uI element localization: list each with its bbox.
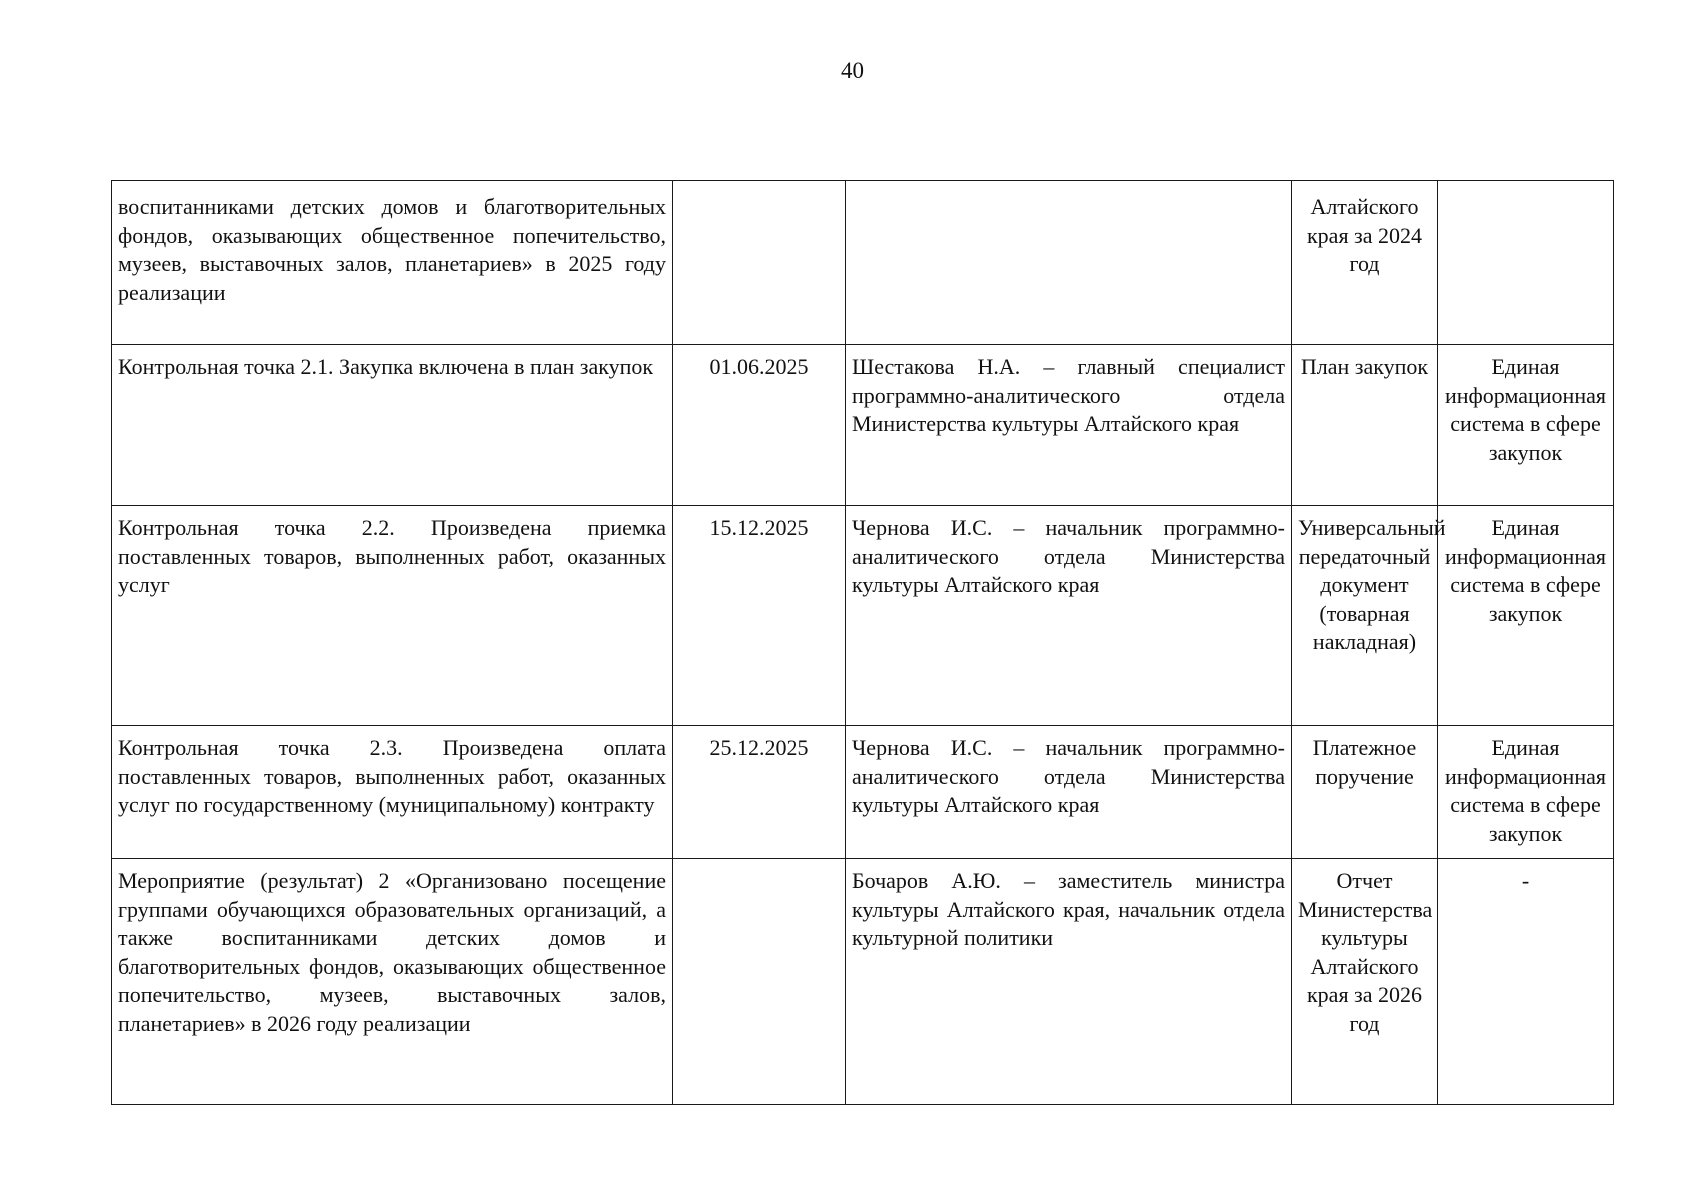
table-row bbox=[112, 345, 1614, 506]
stage-cell: Контрольная точка 2.2. Произведена приемка поставленных товаров, выполненных работ, оказанных услуг bbox=[112, 506, 673, 726]
table-row bbox=[112, 726, 1614, 859]
info-system-cell: Единая информационная система в сфере закупок bbox=[1438, 506, 1614, 726]
responsible-cell: Шестакова Н.А. – главный специалист программно-аналитического отдела Министерства культуры Алтайского края bbox=[846, 345, 1292, 506]
info-system-cell: - bbox=[1438, 859, 1614, 1105]
document-cell: Платежное поручение bbox=[1292, 726, 1438, 859]
page-number: 40 bbox=[841, 58, 864, 83]
stage-cell: Мероприятие (результат) 2 «Организовано посещение группами обучающихся образовательных организаций, а также воспитанниками детских домов и благотворительных фондов, оказывающих общественное попечительство, музеев, выставочных залов, планетариев» в 2026 году реализации bbox=[112, 859, 673, 1105]
table-row bbox=[112, 181, 1614, 345]
info-system-cell: Единая информационная система в сфере закупок bbox=[1438, 726, 1614, 859]
deadline-cell bbox=[673, 859, 846, 1105]
deadline-cell: 01.06.2025 bbox=[673, 345, 846, 506]
responsible-cell bbox=[846, 181, 1292, 345]
table-row bbox=[112, 506, 1614, 726]
table-row bbox=[112, 859, 1614, 1105]
deadline-cell: 15.12.2025 bbox=[673, 506, 846, 726]
stage-cell: Контрольная точка 2.1. Закупка включена в план закупок bbox=[112, 345, 673, 506]
document-cell: Алтайского края за 2024 год bbox=[1292, 181, 1438, 345]
responsible-cell: Чернова И.С. – начальник программно-аналитического отдела Министерства культуры Алтайского края bbox=[846, 726, 1292, 859]
stage-cell: воспитанниками детских домов и благотворительных фондов, оказывающих общественное попечительство, музеев, выставочных залов, планетариев» в 2025 году реализации bbox=[112, 181, 673, 345]
document-cell: Универсальный передаточный документ (товарная накладная) bbox=[1292, 506, 1438, 726]
document-cell: Отчет Министерства культуры Алтайского края за 2026 год bbox=[1292, 859, 1438, 1105]
control-points-table bbox=[111, 180, 1614, 1105]
document-cell: План закупок bbox=[1292, 345, 1438, 506]
stage-cell: Контрольная точка 2.3. Произведена оплата поставленных товаров, выполненных работ, оказанных услуг по государственному (муниципальному) контракту bbox=[112, 726, 673, 859]
responsible-cell: Бочаров А.Ю. – заместитель министра культуры Алтайского края, начальник отдела культурной политики bbox=[846, 859, 1292, 1105]
deadline-cell: 25.12.2025 bbox=[673, 726, 846, 859]
info-system-cell: Единая информационная система в сфере закупок bbox=[1438, 345, 1614, 506]
info-system-cell bbox=[1438, 181, 1614, 345]
responsible-cell: Чернова И.С. – начальник программно-аналитического отдела Министерства культуры Алтайского края bbox=[846, 506, 1292, 726]
deadline-cell bbox=[673, 181, 846, 345]
